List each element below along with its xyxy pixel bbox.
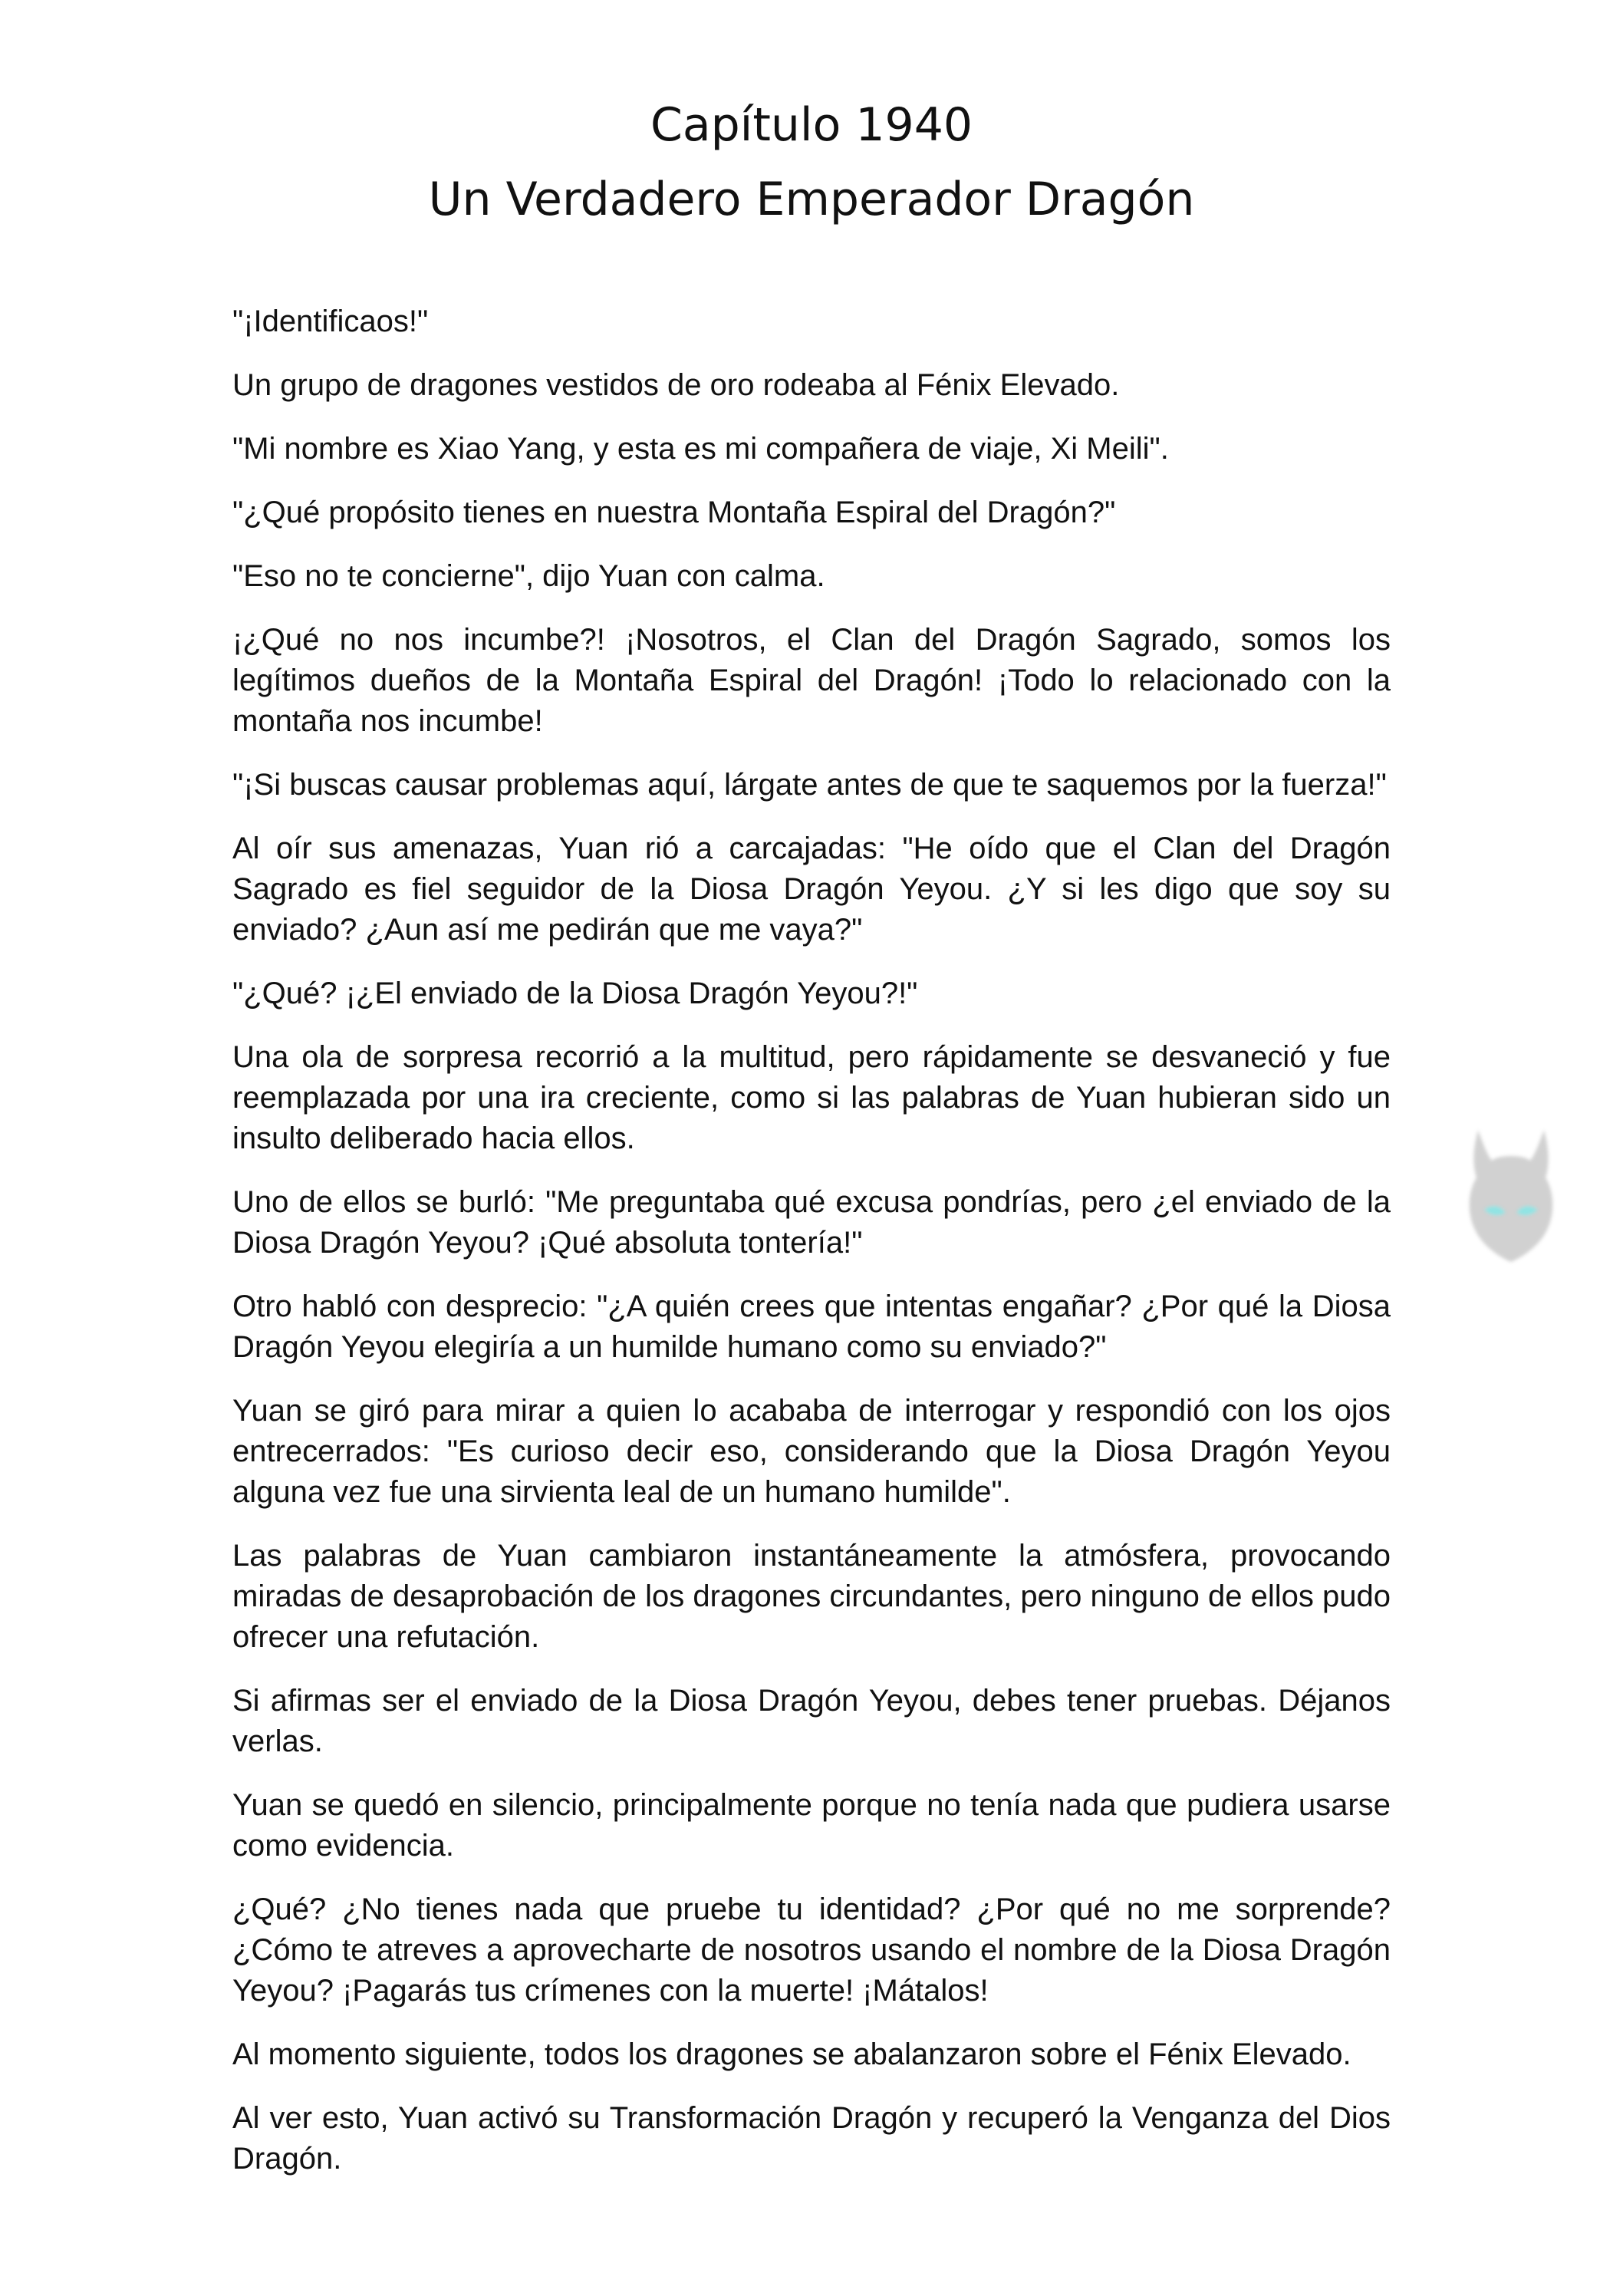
paragraph: Si afirmas ser el enviado de la Diosa Dragón Yeyou, debes tener pruebas. Déjanos verlas. <box>232 1684 1391 1758</box>
paragraph: Otro habló con desprecio: "¿A quién crees que intentas engañar? ¿Por qué la Diosa Dragón Yeyou elegiría a un humilde humano como su enviado?" <box>232 1290 1391 1364</box>
chapter-title: Un Verdadero Emperador Dragón <box>428 173 1195 226</box>
paragraph: "Mi nombre es Xiao Yang, y esta es mi compañera de viaje, Xi Meili". <box>232 432 1169 466</box>
paragraph: Al oír sus amenazas, Yuan rió a carcajadas: "He oído que el Clan del Dragón Sagrado es fiel seguidor de la Diosa Dragón Yeyou. ¿Y si les digo que soy su enviado? ¿Aun así me pedirán que me vaya?" <box>232 832 1391 947</box>
paragraph: Al ver esto, Yuan activó su Transformación Dragón y recuperó la Venganza del Dios Dragón. <box>232 2101 1391 2176</box>
paragraph: Las palabras de Yuan cambiaron instantáneamente la atmósfera, provocando miradas de desaprobación de los dragones circundantes, pero ninguno de ellos pudo ofrecer una refutación. <box>232 1539 1391 1654</box>
chapter-number: Capítulo 1940 <box>650 98 973 152</box>
paragraph: "Eso no te concierne", dijo Yuan con calma. <box>232 559 825 593</box>
paragraph: Una ola de sorpresa recorrió a la multitud, pero rápidamente se desvaneció y fue reemplazada por una ira creciente, como si las palabras de Yuan hubieran sido un insulto deliberado hacia ellos. <box>232 1040 1391 1155</box>
paragraph: "¿Qué propósito tienes en nuestra Montaña Espiral del Dragón?" <box>232 496 1116 529</box>
chapter-body <box>232 301 1391 2202</box>
paragraph: Uno de ellos se burló: "Me preguntaba qué excusa pondrías, pero ¿el enviado de la Diosa Dragón Yeyou? ¡Qué absoluta tontería!" <box>232 1185 1391 1260</box>
paragraph: ¡¿Qué no nos incumbe?! ¡Nosotros, el Clan del Dragón Sagrado, somos los legítimos dueños de la Montaña Espiral del Dragón! ¡Todo lo relacionado con la montaña nos incumbe! <box>232 623 1391 738</box>
paragraph: Un grupo de dragones vestidos de oro rodeaba al Fénix Elevado. <box>232 368 1120 402</box>
chapter-heading <box>0 88 1623 237</box>
paragraph: Yuan se quedó en silencio, principalmente porque no tenía nada que pudiera usarse como evidencia. <box>232 1788 1391 1863</box>
demon-head-icon <box>1461 1124 1561 1293</box>
paragraph: "¡Identificaos!" <box>232 305 429 338</box>
paragraph: "¿Qué? ¡¿El enviado de la Diosa Dragón Yeyou?!" <box>232 977 918 1010</box>
paragraph: Yuan se giró para mirar a quien lo acababa de interrogar y respondió con los ojos entrecerrados: "Es curioso decir eso, considerando que la Diosa Dragón Yeyou alguna vez fue una sirvienta leal de un humano humilde". <box>232 1394 1391 1509</box>
paragraph: Al momento siguiente, todos los dragones se abalanzaron sobre el Fénix Elevado. <box>232 2037 1351 2071</box>
paragraph: "¡Si buscas causar problemas aquí, lárgate antes de que te saquemos por la fuerza!" <box>232 768 1387 802</box>
paragraph: ¿Qué? ¿No tienes nada que pruebe tu identidad? ¿Por qué no me sorprende? ¿Cómo te atreves a aprovecharte de nosotros usando el nombre de la Diosa Dragón Yeyou? ¡Pagarás tus crímenes con la muerte! ¡Mátalos! <box>232 1892 1391 2008</box>
